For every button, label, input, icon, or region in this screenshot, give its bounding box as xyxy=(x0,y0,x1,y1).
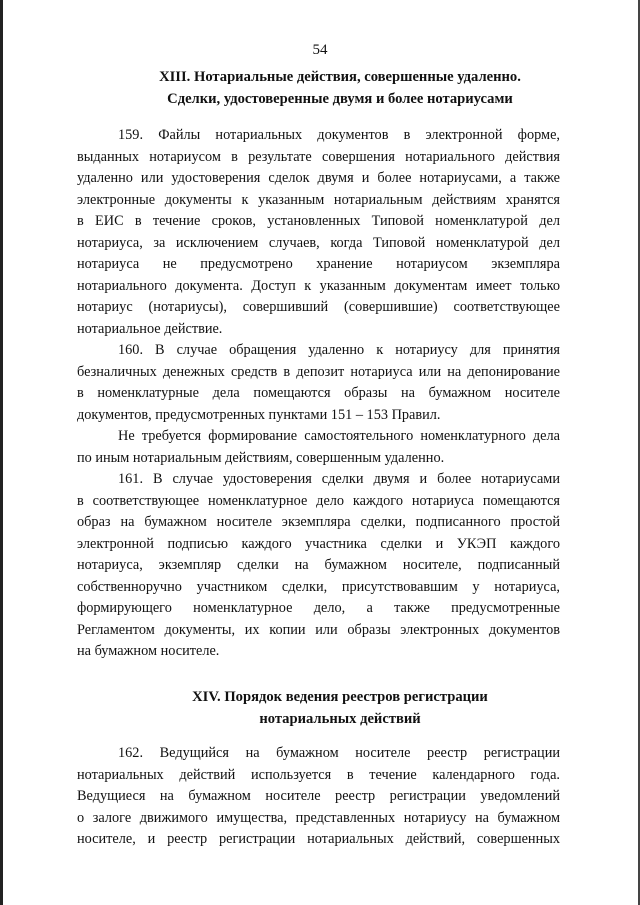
paragraph-159-line: удаленно или удостоверения сделок двумя и более нотариусами, а также xyxy=(77,170,560,186)
paragraph-160-line: безналичных денежных средств в депозит нотариуса или на депонирование xyxy=(77,363,560,380)
paragraph-159-line: электронные документы к указанным нотариальным действиям хранятся xyxy=(77,191,560,208)
paragraph-161-line: на бумажном носителе. xyxy=(77,643,220,659)
section-heading-xiii xyxy=(60,66,620,110)
scan-edge-left xyxy=(0,0,3,905)
paragraph-161-line: собственноручно участником сделки, присутствовавшим у нотариуса, xyxy=(77,578,560,595)
paragraph-160-line: в номенклатурные дела помещаются образы на бумажном носителе xyxy=(77,385,560,401)
paragraph-159-line: выданных нотариусом в результате совершения нотариального действия xyxy=(77,148,560,165)
section-heading-line: нотариальных действий xyxy=(259,711,421,727)
section-heading-line: Сделки, удостоверенные двумя и более нотариусами xyxy=(167,91,513,107)
section-heading-line: XIV. Порядок ведения реестров регистрации xyxy=(192,689,488,705)
paragraph-162-line: нотариальных действий используется в течение календарного года. xyxy=(77,766,560,783)
paragraph-161-line: образ на бумажном носителе экземпляра сделки, подписанного простой xyxy=(77,514,560,530)
paragraph-159-line: нотариального документа. Доступ к указанным документам имеет только xyxy=(77,277,560,294)
paragraph-161-line: формирующего номенклатурное дело, а также предусмотренные xyxy=(77,600,560,616)
paragraph-162-line: носителе, и реестр регистрации нотариальных действий, совершенных xyxy=(77,831,560,847)
paragraph-162-line: 162. Ведущийся на бумажном носителе реестр регистрации xyxy=(118,745,560,761)
paragraph-161-line: нотариуса, экземпляр сделки на бумажном носителе, подписанный xyxy=(77,557,560,573)
paragraph-161-line: Регламентом документы, их копии или образы электронных документов xyxy=(77,621,560,638)
paragraph-162-line: Ведущиеся на бумажном носителе реестр регистрации уведомлений xyxy=(77,788,560,804)
paragraph-162-line: о залоге движимого имущества, представленных нотариусу на бумажном xyxy=(77,809,560,826)
paragraph-159-line: 159. Файлы нотариальных документов в электронной форме, xyxy=(118,127,560,143)
paragraph-line: по иным нотариальным действиям, совершенным удаленно. xyxy=(77,449,445,466)
paragraph-161-line: в соответствующее номенклатурное дело каждого нотариуса помещаются xyxy=(77,492,560,509)
section-heading-xiv xyxy=(60,686,620,730)
paragraph-159-line: нотариальное действие. xyxy=(77,320,223,337)
paragraph-161-line: электронной подписью каждого участника сделки и УКЭП каждого xyxy=(77,535,560,552)
paragraph-159-line: нотариус (нотариусы), совершивший (совершившие) соответствующее xyxy=(77,299,560,315)
paragraph-159-line: нотариуса, за исключением случаев, когда Типовой номенклатурой дел xyxy=(77,234,560,251)
paragraph-161-line: 161. В случае удостоверения сделки двумя и более нотариусами xyxy=(118,471,560,487)
section-heading-line: XIII. Нотариальные действия, совершенные удаленно. xyxy=(159,69,521,85)
paragraph-line: Не требуется формирование самостоятельного номенклатурного дела xyxy=(118,428,560,444)
page-number: 54 xyxy=(312,42,328,58)
paragraph-160-line: 160. В случае обращения удаленно к нотариусу для принятия xyxy=(118,342,560,358)
paragraph-159-line: в ЕИС в течение сроков, установленных Типовой номенклатурой дел xyxy=(77,213,560,229)
paragraph-160-line: документов, предусмотренных пунктами 151 – 153 Правил. xyxy=(77,406,441,423)
paragraph-159-line: нотариуса не предусмотрено хранение нотариусом экземпляра xyxy=(77,256,560,272)
